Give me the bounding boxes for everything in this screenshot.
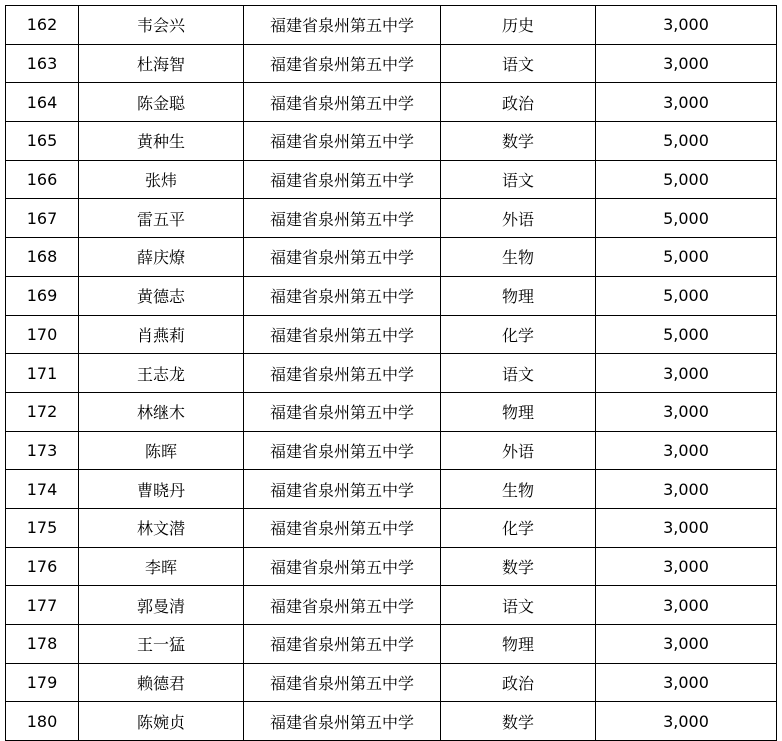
teacher-name-cell: 郭曼清 (79, 586, 244, 625)
amount-cell: 5,000 (596, 276, 777, 315)
subject-cell: 历史 (441, 6, 596, 45)
school-cell: 福建省泉州第五中学 (244, 586, 441, 625)
amount-cell: 3,000 (596, 431, 777, 470)
school-cell: 福建省泉州第五中学 (244, 160, 441, 199)
row-number-cell: 172 (6, 392, 79, 431)
amount-cell: 3,000 (596, 625, 777, 664)
row-number-cell: 180 (6, 702, 79, 741)
teacher-name-cell: 林文潜 (79, 508, 244, 547)
amount-cell: 5,000 (596, 122, 777, 161)
teacher-name-cell: 陈金聪 (79, 83, 244, 122)
subject-cell: 语文 (441, 44, 596, 83)
amount-cell: 3,000 (596, 547, 777, 586)
amount-cell: 5,000 (596, 160, 777, 199)
amount-cell: 3,000 (596, 83, 777, 122)
teacher-name-cell: 陈晖 (79, 431, 244, 470)
amount-cell: 3,000 (596, 6, 777, 45)
subject-cell: 数学 (441, 122, 596, 161)
subject-cell: 语文 (441, 160, 596, 199)
school-cell: 福建省泉州第五中学 (244, 238, 441, 277)
table-row (6, 6, 777, 45)
table-row (6, 315, 777, 354)
award-table (5, 5, 777, 741)
table-row (6, 44, 777, 83)
table-row (6, 470, 777, 509)
row-number-cell: 168 (6, 238, 79, 277)
school-cell: 福建省泉州第五中学 (244, 547, 441, 586)
row-number-cell: 165 (6, 122, 79, 161)
table-body (6, 6, 777, 741)
subject-cell: 外语 (441, 431, 596, 470)
teacher-name-cell: 陈婉贞 (79, 702, 244, 741)
amount-cell: 3,000 (596, 586, 777, 625)
subject-cell: 语文 (441, 354, 596, 393)
row-number-cell: 171 (6, 354, 79, 393)
amount-cell: 3,000 (596, 354, 777, 393)
row-number-cell: 176 (6, 547, 79, 586)
subject-cell: 外语 (441, 199, 596, 238)
school-cell: 福建省泉州第五中学 (244, 470, 441, 509)
table-row (6, 586, 777, 625)
table-row (6, 354, 777, 393)
table-row (6, 431, 777, 470)
amount-cell: 3,000 (596, 508, 777, 547)
row-number-cell: 177 (6, 586, 79, 625)
teacher-name-cell: 杜海智 (79, 44, 244, 83)
subject-cell: 语文 (441, 586, 596, 625)
subject-cell: 政治 (441, 663, 596, 702)
table-row (6, 547, 777, 586)
teacher-name-cell: 雷五平 (79, 199, 244, 238)
row-number-cell: 179 (6, 663, 79, 702)
subject-cell: 政治 (441, 83, 596, 122)
amount-cell: 5,000 (596, 238, 777, 277)
subject-cell: 物理 (441, 276, 596, 315)
row-number-cell: 163 (6, 44, 79, 83)
teacher-name-cell: 李晖 (79, 547, 244, 586)
teacher-name-cell: 王一猛 (79, 625, 244, 664)
subject-cell: 数学 (441, 547, 596, 586)
school-cell: 福建省泉州第五中学 (244, 83, 441, 122)
teacher-name-cell: 曹晓丹 (79, 470, 244, 509)
table-row (6, 392, 777, 431)
teacher-name-cell: 张炜 (79, 160, 244, 199)
table-row (6, 508, 777, 547)
subject-cell: 物理 (441, 392, 596, 431)
table-row (6, 238, 777, 277)
school-cell: 福建省泉州第五中学 (244, 315, 441, 354)
row-number-cell: 164 (6, 83, 79, 122)
school-cell: 福建省泉州第五中学 (244, 276, 441, 315)
row-number-cell: 162 (6, 6, 79, 45)
row-number-cell: 173 (6, 431, 79, 470)
table-row (6, 276, 777, 315)
amount-cell: 3,000 (596, 44, 777, 83)
subject-cell: 生物 (441, 238, 596, 277)
row-number-cell: 174 (6, 470, 79, 509)
teacher-name-cell: 韦会兴 (79, 6, 244, 45)
amount-cell: 3,000 (596, 663, 777, 702)
table-row (6, 122, 777, 161)
row-number-cell: 167 (6, 199, 79, 238)
amount-cell: 3,000 (596, 470, 777, 509)
table-row (6, 663, 777, 702)
row-number-cell: 169 (6, 276, 79, 315)
teacher-name-cell: 林继木 (79, 392, 244, 431)
subject-cell: 化学 (441, 315, 596, 354)
teacher-name-cell: 肖燕莉 (79, 315, 244, 354)
amount-cell: 3,000 (596, 702, 777, 741)
row-number-cell: 175 (6, 508, 79, 547)
table-row (6, 83, 777, 122)
school-cell: 福建省泉州第五中学 (244, 625, 441, 664)
school-cell: 福建省泉州第五中学 (244, 431, 441, 470)
school-cell: 福建省泉州第五中学 (244, 199, 441, 238)
subject-cell: 数学 (441, 702, 596, 741)
subject-cell: 生物 (441, 470, 596, 509)
subject-cell: 物理 (441, 625, 596, 664)
school-cell: 福建省泉州第五中学 (244, 508, 441, 547)
school-cell: 福建省泉州第五中学 (244, 392, 441, 431)
school-cell: 福建省泉州第五中学 (244, 6, 441, 45)
subject-cell: 化学 (441, 508, 596, 547)
school-cell: 福建省泉州第五中学 (244, 354, 441, 393)
teacher-name-cell: 黄种生 (79, 122, 244, 161)
table-row (6, 199, 777, 238)
school-cell: 福建省泉州第五中学 (244, 122, 441, 161)
row-number-cell: 166 (6, 160, 79, 199)
table-row (6, 702, 777, 741)
row-number-cell: 170 (6, 315, 79, 354)
amount-cell: 5,000 (596, 199, 777, 238)
row-number-cell: 178 (6, 625, 79, 664)
amount-cell: 3,000 (596, 392, 777, 431)
amount-cell: 5,000 (596, 315, 777, 354)
teacher-name-cell: 王志龙 (79, 354, 244, 393)
school-cell: 福建省泉州第五中学 (244, 663, 441, 702)
teacher-name-cell: 赖德君 (79, 663, 244, 702)
table-row (6, 160, 777, 199)
school-cell: 福建省泉州第五中学 (244, 44, 441, 83)
teacher-name-cell: 黄德志 (79, 276, 244, 315)
teacher-name-cell: 薛庆燎 (79, 238, 244, 277)
school-cell: 福建省泉州第五中学 (244, 702, 441, 741)
table-row (6, 625, 777, 664)
